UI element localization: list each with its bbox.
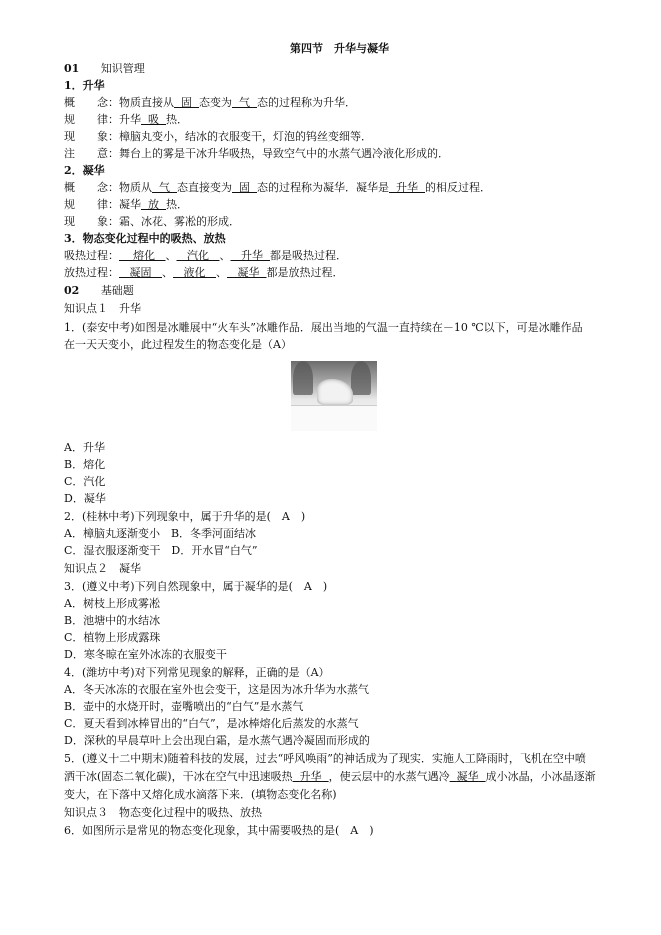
heat-release-line: 放热过程： 凝固 、 液化 、 凝华 都是放热过程．: [64, 266, 344, 279]
section-02-header: [64, 284, 134, 298]
question-4-stem: 4．(潍坊中考)对下列常见现象的解释，正确的是（A）: [64, 666, 330, 679]
question-4-option: C．夏天看到冰棒冒出的“白气”，是冰棒熔化后蒸发的水蒸气: [64, 717, 359, 730]
section-number: 02: [64, 284, 80, 297]
question-3-option: B．池塘中的水结冰: [64, 614, 161, 627]
ice-sculpture-photo: [291, 361, 377, 431]
page-title: 第四节 升华与凝华: [290, 42, 389, 55]
section-01-header: [64, 62, 145, 76]
sublimation-note: 注 意：舞台上的雾是干冰升华吸热，导致空气中的水蒸气遇冷液化形成的．: [64, 147, 449, 160]
question-4-option: D．深秋的早晨草叶上会出现白霜，是水蒸气遇冷凝固而形成的: [64, 734, 370, 747]
section-number: 01: [64, 62, 80, 75]
subsection-heading: 2．凝华: [64, 164, 105, 177]
question-3-option: D．寒冬晾在室外冰冻的衣服变干: [64, 648, 227, 661]
question-3-option: C．植物上形成露珠: [64, 631, 161, 644]
question-2-options-ab: A．樟脑丸逐渐变小 B．冬季河面结冰: [64, 527, 257, 540]
question-4-option: B．壶中的水烧开时，壶嘴喷出的“白气”是水蒸气: [64, 700, 304, 713]
question-1-line2: 在一天天变小，此过程发生的物态变化是（A）: [64, 338, 292, 351]
sublimation-definition: 概 念：物质直接从 固 态变为 气 态的过程称为升华．: [64, 96, 356, 109]
knowledge-point-2: 知识点２ 凝华: [64, 562, 141, 575]
question-1-option: A．升华: [64, 441, 105, 454]
deposition-phenomena: 现 象：霜、冰花、雾凇的形成．: [64, 215, 240, 228]
knowledge-point-1: 知识点１ 升华: [64, 302, 141, 315]
question-1-line1: 1．(泰安中考)如图是冰雕展中“火车头”冰雕作品．展出当地的气温一直持续在－10 ℃以下，可是冰雕作品: [64, 321, 583, 334]
knowledge-point-3: 知识点３ 物态变化过程中的吸热、放热: [64, 806, 262, 819]
section-label: 基础题: [100, 284, 134, 297]
subsection-heading: 1．升华: [64, 79, 105, 92]
question-4-option: A．冬天冰冻的衣服在室外也会变干，这是因为冰升华为水蒸气: [64, 683, 369, 696]
question-1-option: B．熔化: [64, 458, 106, 471]
sublimation-phenomena: 现 象：樟脑丸变小，结冰的衣服变干，灯泡的钨丝变细等．: [64, 130, 372, 143]
section-label: 知识管理: [100, 62, 145, 75]
deposition-definition: 概 念：物质从 气 态直接变为 固 态的过程称为凝华．凝华是 升华 的相反过程．: [64, 181, 491, 194]
question-2-options-cd: C．湿衣服逐渐变干 D．开水冒“白气”: [64, 544, 258, 557]
question-3-stem: 3．(遵义中考)下列自然现象中，属于凝华的是( A ): [64, 580, 328, 593]
heat-absorb-line: 吸热过程： 熔化 、 汽化 、 升华 都是吸热过程．: [64, 249, 347, 262]
question-2-stem: 2．(桂林中考)下列现象中，属于升华的是( A ): [64, 510, 306, 523]
question-5-line2: 洒干冰(固态二氧化碳)，干冰在空气中迅速吸热 升华 ，使云层中的水蒸气遇冷 凝华 成小冰晶，小冰晶逐渐: [64, 770, 596, 783]
question-6-stem: 6．如图所示是常见的物态变化现象，其中需要吸热的是( A ): [64, 824, 374, 837]
sublimation-law: 规 律：升华 吸 热．: [64, 113, 188, 126]
question-1-option: D．凝华: [64, 492, 106, 505]
deposition-law: 规 律：凝华 放 热．: [64, 198, 188, 211]
question-3-option: A．树枝上形成雾凇: [64, 597, 160, 610]
question-5-line3: 变大，在下落中又熔化成水滴落下来．(填物态变化名称): [64, 788, 337, 801]
subsection-heading: 3．物态变化过程中的吸热、放热: [64, 232, 226, 245]
question-5-line1: 5．(遵义十二中期末)随着科技的发展，过去“呼风唤雨”的神话成为了现实．实施人工降雨时，飞机在空中喷: [64, 752, 586, 765]
question-1-option: C．汽化: [64, 475, 106, 488]
